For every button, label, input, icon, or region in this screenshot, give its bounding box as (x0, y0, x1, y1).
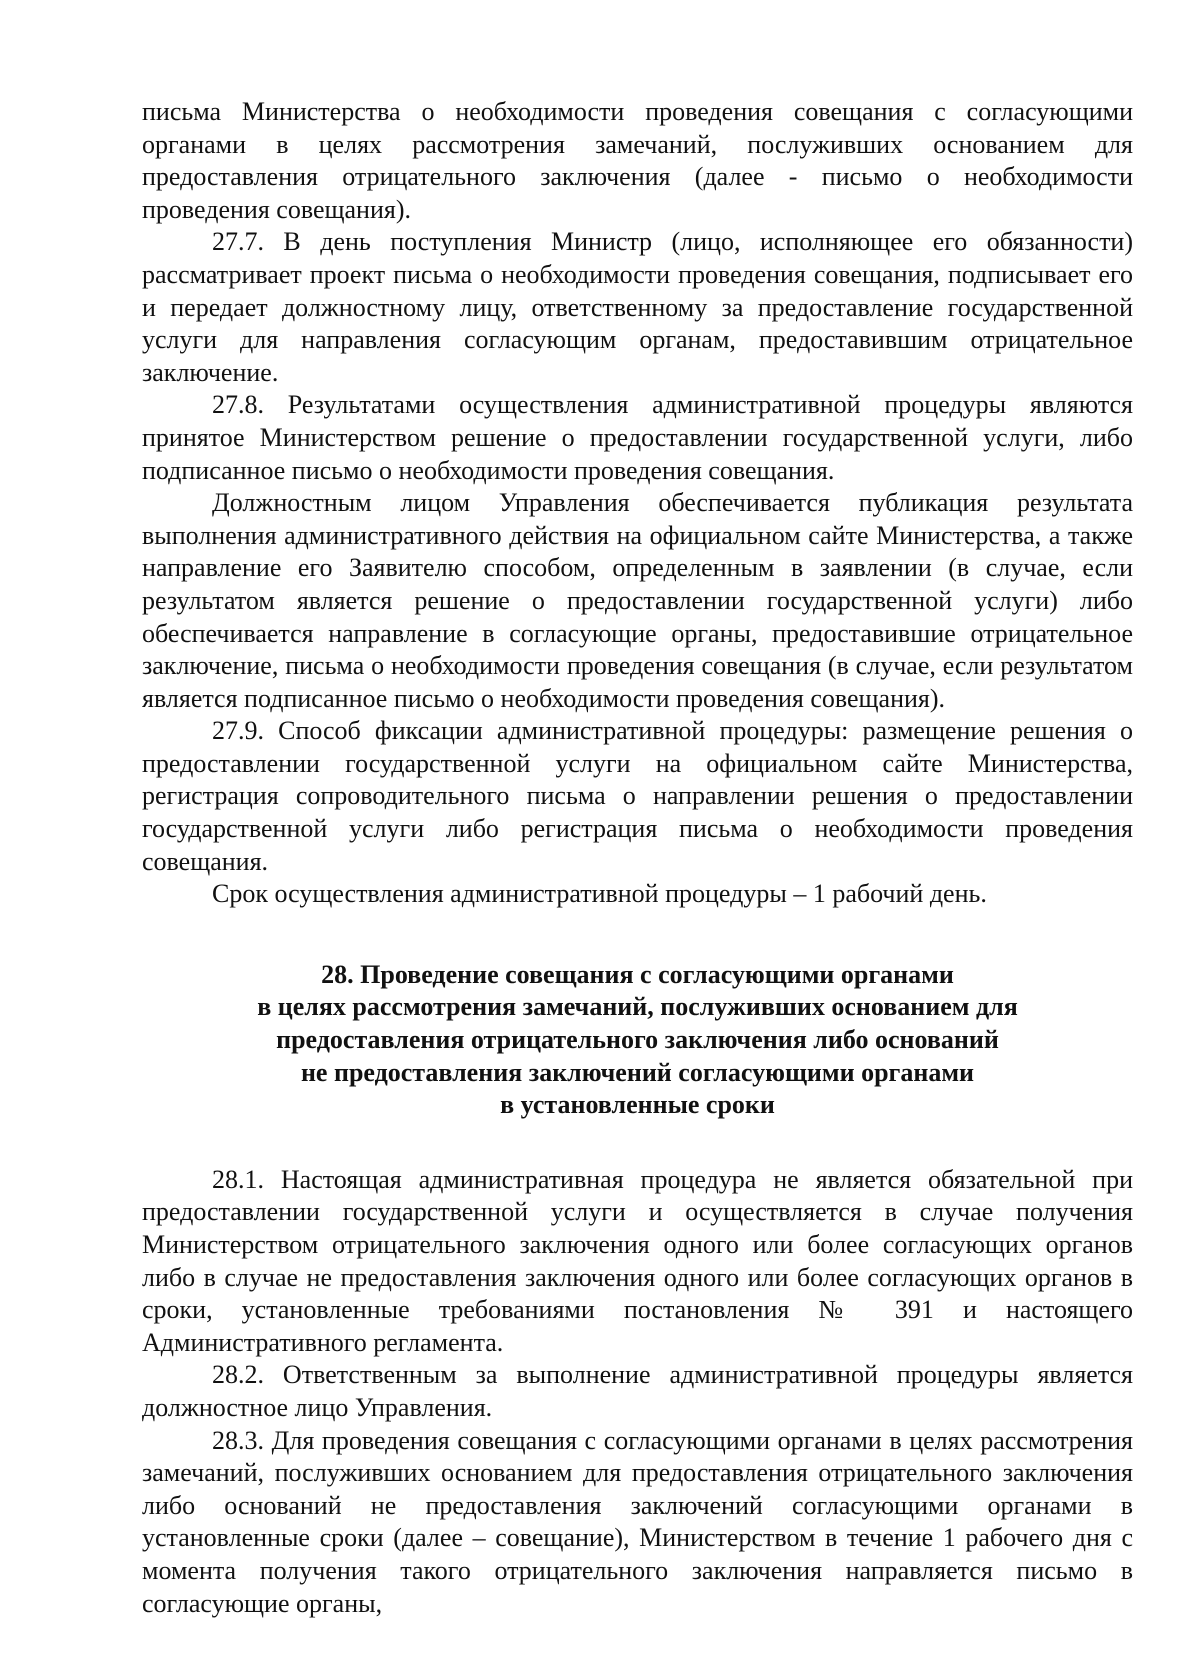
paragraph-deadline: Срок осуществления административной процедуры – 1 рабочий день. (212, 879, 987, 909)
paragraph-publication: Должностным лицом Управления обеспечивается публикация результата выполнения административного действия на официальном сайте Министерства, а также направление его Заявителю способом, определенным в заявлении (в случае, если результатом является решение о предоставлении государственной услуги) либо обеспечивается направление в согласующие органы, предоставившие отрицательное заключение, письма о необходимости проведения совещания (в случае, если результатом является подписанное письмо о необходимости проведения совещания). (142, 488, 1133, 713)
paragraph-27-9: 27.9. Способ фиксации административной процедуры: размещение решения о предоставлении государственной услуги на официальном сайте Министерства, регистрация сопроводительного письма о направлении решения о предоставлении государственной услуги либо регистрация письма о необходимости проведения совещания. (142, 716, 1133, 876)
heading-line: не предоставления заключений согласующими органами (300, 1057, 975, 1087)
paragraph-continuation: письма Министерства о необходимости проведения совещания с согласующими органами в целях рассмотрения замечаний, послуживших основанием для предоставления отрицательного заключения (далее - письмо о необходимости проведения совещания). (142, 97, 1133, 224)
heading-line: 28. Проведение совещания с согласующими органами (321, 959, 954, 989)
heading-line: в целях рассмотрения замечаний, послуживших основанием для (257, 992, 1018, 1022)
paragraph-28-2: 28.2. Ответственным за выполнение административной процедуры является должностное лицо Управления. (142, 1360, 1133, 1422)
paragraph-27-8: 27.8. Результатами осуществления административной процедуры являются принятое Министерством решение о предоставлении государственной услуги, либо подписанное письмо о необходимости проведения совещания. (142, 390, 1133, 485)
paragraph-28-1: 28.1. Настоящая административная процедура не является обязательной при предоставлении государственной услуги и осуществляется в случае получения Министерством отрицательного заключения одного или более согласующих органов либо в случае не предоставления заключения одного или более согласующих органов в сроки, установленные требованиями постановления № 391 и настоящего Административного регламента. (142, 1164, 1133, 1357)
document-page (142, 96, 1133, 1620)
heading-line: предоставления отрицательного заключения либо оснований (276, 1025, 999, 1055)
section-heading-28 (142, 959, 1133, 1122)
paragraph-27-7: 27.7. В день поступления Министр (лицо, исполняющее его обязанности) рассматривает проект письма о необходимости проведения совещания, подписывает его и передает должностному лицу, ответственному за предоставление государственной услуги для направления согласующим органам, предоставившим отрицательное заключение. (142, 227, 1133, 387)
paragraph-28-3: 28.3. Для проведения совещания с согласующими органами в целях рассмотрения замечаний, послуживших основанием для предоставления отрицательного заключения либо оснований не предоставления заключений согласующими органами в установленные сроки (далее – совещание), Министерством в течение 1 рабочего дня с момента получения такого отрицательного заключения направляется письмо в согласующие органы, (142, 1425, 1133, 1618)
heading-line: в установленные сроки (500, 1090, 775, 1120)
